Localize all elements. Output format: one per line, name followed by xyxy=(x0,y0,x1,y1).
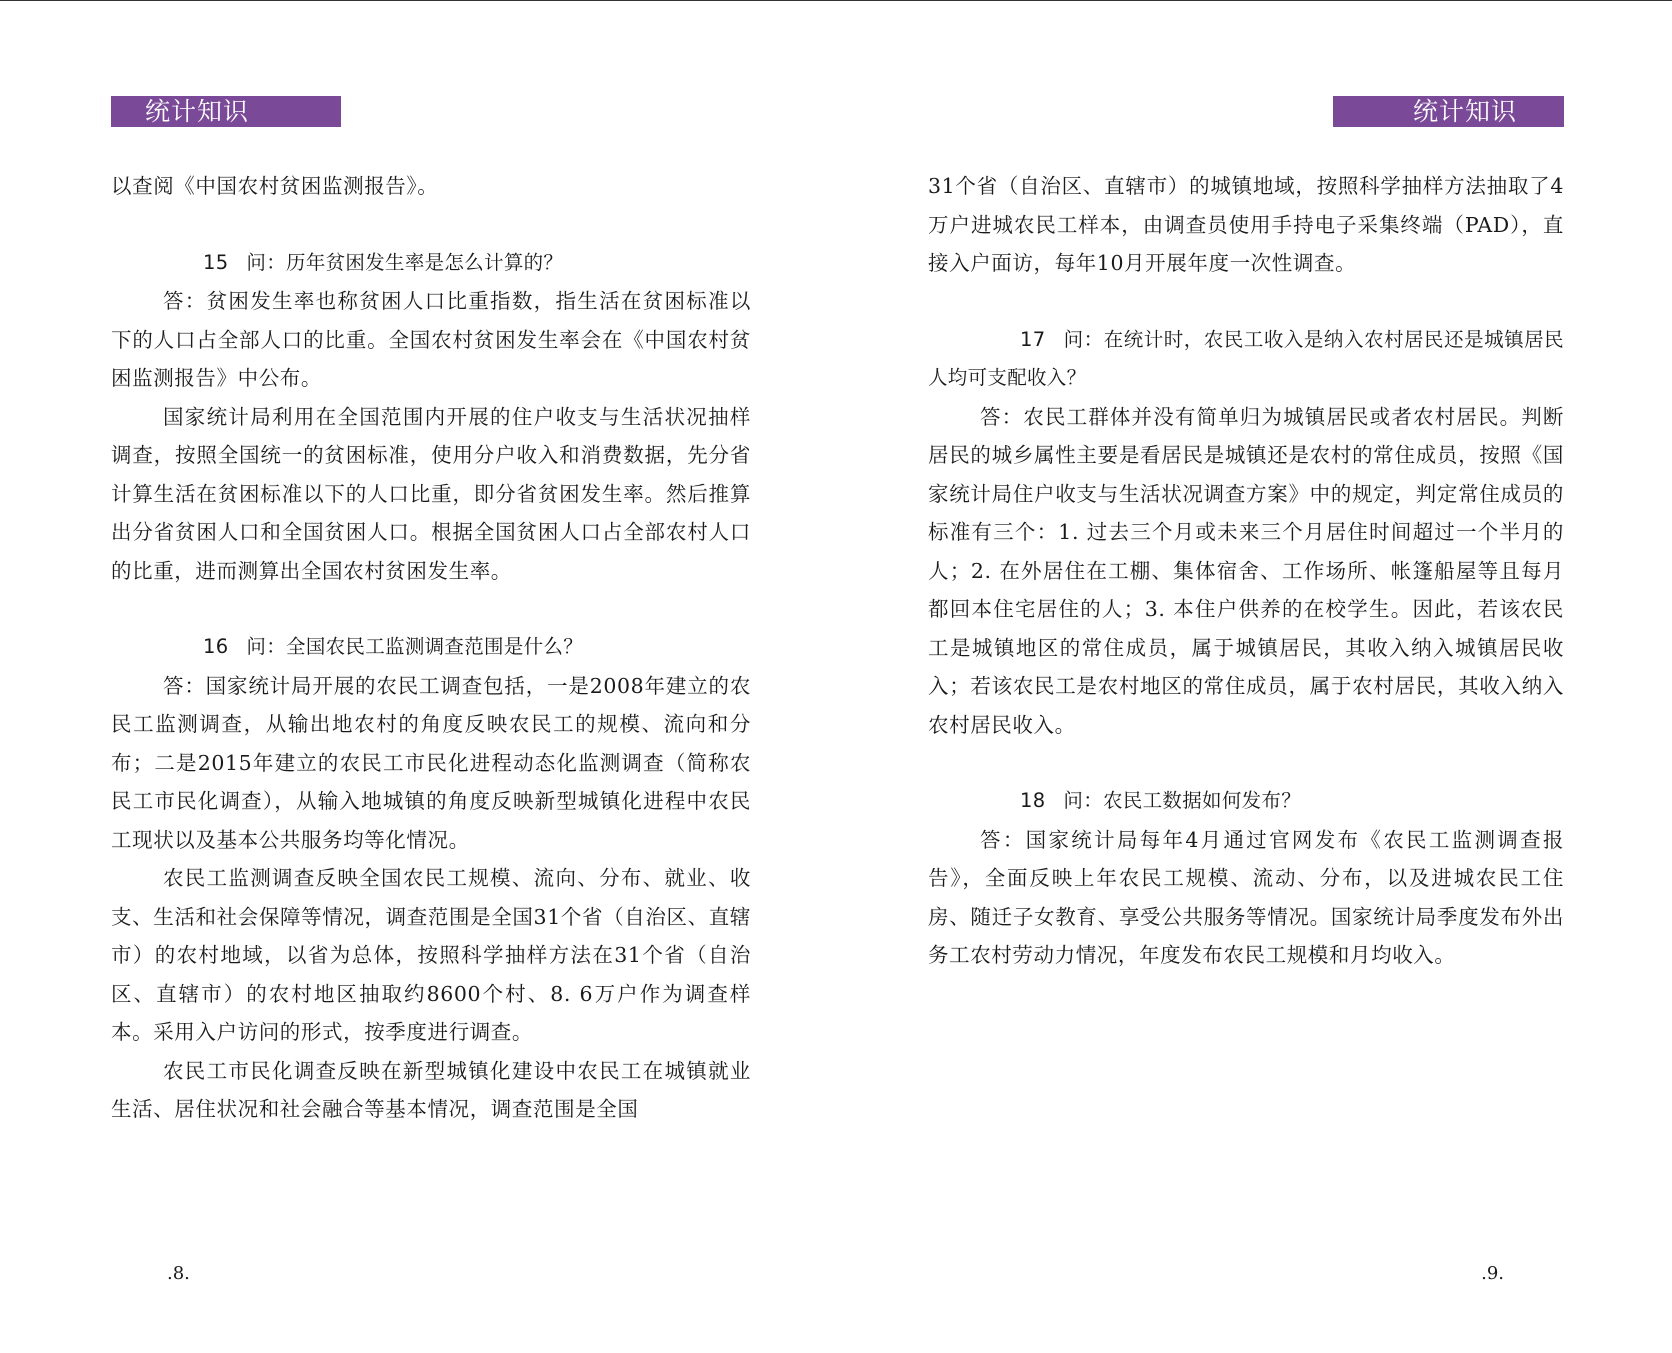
question-17 xyxy=(928,321,1564,398)
question-18-number: 18 xyxy=(1020,789,1046,812)
question-17-text: 问：在统计时，农民工收入是纳入农村居民还是城镇居民人均可支配收入？ xyxy=(928,327,1564,389)
right-lead-text: 31个省（自治区、直辖市）的城镇地域，按照科学抽样方法抽取了4万户进城农民工样本，由调查员使用手持电子采集终端（PAD），直接入户面访，每年10月开展年度一次性调查。 xyxy=(928,174,1564,275)
question-16-text: 问：全国农民工监测调查范围是什么？ xyxy=(246,635,584,658)
question-15-text: 问：历年贫困发生率是怎么计算的？ xyxy=(246,250,564,274)
question-17-number: 17 xyxy=(1020,327,1046,351)
right-page-number: .9. xyxy=(1481,1263,1504,1284)
question-15 xyxy=(111,244,751,283)
question-18 xyxy=(928,782,1564,821)
question-16 xyxy=(111,628,751,667)
right-page xyxy=(928,0,1564,1353)
question-15-number: 15 xyxy=(203,250,229,274)
answer-15-para-2: 国家统计局利用在全国范围内开展的住户收支与生活状况抽样调查，按照全国统一的贫困标准，使用分户收入和消费数据，先分省计算生活在贫困标准以下的人口比重，即分省贫困发生率。然后推算出分省贫困人口和全国贫困人口。根据全国贫困人口占全部农村人口的比重，进而测算出全国农村贫困发生率。 xyxy=(111,404,751,583)
left-header-band: 统计知识 xyxy=(111,96,341,127)
left-page xyxy=(111,0,751,1353)
answer-16-para-2: 农民工监测调查反映全国农民工规模、流向、分布、就业、收支、生活和社会保障等情况，调查范围是全国31个省（自治区、直辖市）的农村地域，以省为总体，按照科学抽样方法在31个省（自治区、直辖市）的农村地区抽取约8600个村、8. 6万户作为调查样本。采用入户访问的形式，按季度进行调查。 xyxy=(111,866,751,1044)
answer-17-para-1: 答：农民工群体并没有简单归为城镇居民或者农村居民。判断居民的城乡属性主要是看居民是城镇还是农村的常住成员，按照《国家统计局住户收支与生活状况调查方案》中的规定，判定常住成员的标准有三个：1. 过去三个月或未来三个月居住时间超过一个半月的人；2. 在外居住在工棚、集体宿舍、工作场所、帐篷船屋等且每月都回本住宅居住的人；3. 本住户供养的在校学生。因此，若该农民工是城镇地区的常住成员，属于城镇居民，其收入纳入城镇居民收入；若该农民工是农村地区的常住成员，属于农村居民，其收入纳入农村居民收入。 xyxy=(928,404,1564,737)
answer-16-para-3: 农民工市民化调查反映在新型城镇化建设中农民工在城镇就业生活、居住状况和社会融合等基本情况，调查范围是全国 xyxy=(111,1058,751,1121)
answer-15-para-1: 答：贫困发生率也称贫困人口比重指数，指生活在贫困标准以下的人口占全部人口的比重。全国农村贫困发生率会在《中国农村贫困监测报告》中公布。 xyxy=(111,289,751,390)
right-header-band: 统计知识 xyxy=(1333,96,1564,127)
left-page-content xyxy=(111,167,751,1129)
answer-16-para-1: 答：国家统计局开展的农民工调查包括，一是2008年建立的农民工监测调查，从输出地农村的角度反映农民工的规模、流向和分布；二是2015年建立的农民工市民化进程动态化监测调查（简称农民工市民化调查），从输入地城镇的角度反映新型城镇化进程中农民工现状以及基本公共服务均等化情况。 xyxy=(111,673,751,852)
question-16-number: 16 xyxy=(203,635,229,658)
answer-18-para-1: 答：国家统计局每年4月通过官网发布《农民工监测调查报告》，全面反映上年农民工规模、流动、分布，以及进城农民工住房、随迁子女教育、享受公共服务等情况。国家统计局季度发布外出务工农村劳动力情况，年度发布农民工规模和月均收入。 xyxy=(928,827,1564,967)
left-page-number: .8. xyxy=(167,1263,190,1284)
right-page-content xyxy=(928,167,1564,975)
left-lead-text: 以查阅《中国农村贫困监测报告》。 xyxy=(111,174,439,198)
question-18-text: 问：农民工数据如何发布？ xyxy=(1063,789,1302,812)
